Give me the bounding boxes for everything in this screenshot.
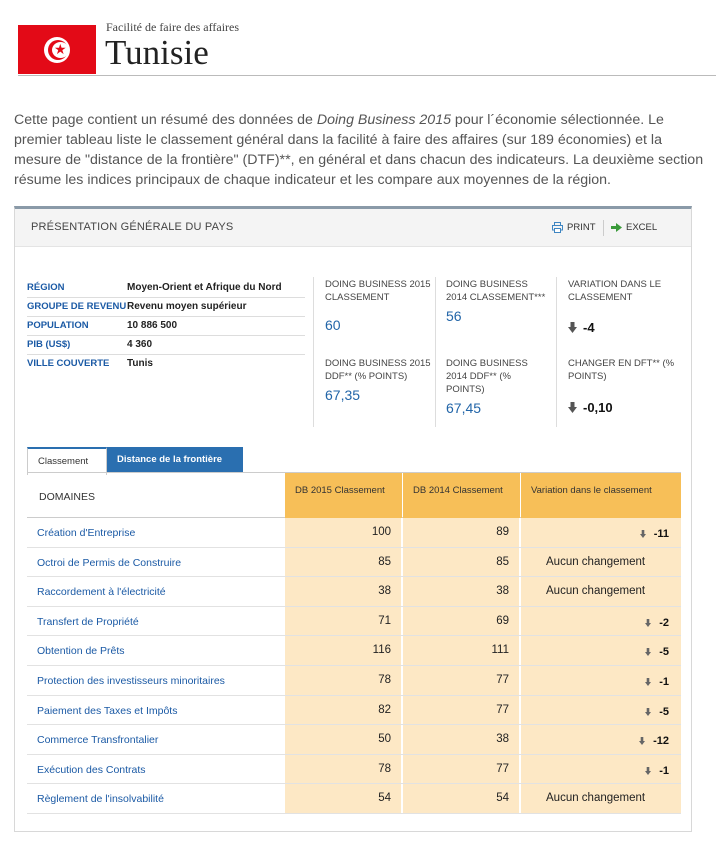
rank-change-value	[640, 528, 669, 540]
db2014-cell	[403, 666, 520, 695]
info-value: Moyen-Orient et Afrique du Nord	[127, 282, 282, 293]
change-cell	[521, 636, 681, 665]
page-title: Tunisie	[105, 33, 209, 72]
print-label: PRINT	[567, 222, 596, 233]
rank-change-text: -11	[653, 528, 669, 540]
db2015-rank: 78	[378, 673, 391, 686]
info-row-income-group	[27, 298, 305, 317]
db2015-rank: 38	[378, 585, 391, 598]
change-cell	[521, 755, 681, 784]
page-subtitle: Facilité de faire des affaires	[106, 20, 240, 34]
stats-divider	[313, 277, 314, 427]
col-header-domains: DOMAINES	[39, 491, 96, 503]
arrow-down-icon	[645, 678, 651, 686]
info-value: 4 360	[127, 339, 153, 350]
table-row	[27, 784, 681, 814]
stat-value: 67,35	[325, 387, 361, 403]
info-row-population	[27, 317, 305, 336]
stat-label: DOING BUSINESS 2014 CLASSEMENT***	[446, 279, 546, 303]
domain-link[interactable]: Protection des investisseurs minoritaires	[37, 674, 225, 687]
info-key: RÉGION	[27, 282, 65, 293]
tab-classement[interactable]: Classement	[27, 447, 107, 475]
rank-change-text: -12	[653, 735, 669, 748]
db2014-rank: 77	[496, 673, 509, 686]
db2015-rank: 85	[378, 555, 391, 568]
stat-value: -4	[583, 320, 595, 335]
arrow-down-icon	[568, 322, 577, 333]
db2015-rank: 82	[378, 703, 391, 716]
excel-button[interactable]	[611, 222, 657, 233]
db2014-cell	[403, 755, 520, 784]
intro-emphasis: Doing Business 2015	[316, 112, 451, 128]
stat-db2014-rank	[446, 278, 546, 324]
change-cell	[521, 548, 681, 577]
db2014-rank: 111	[491, 644, 509, 657]
stat-value: -0,10	[583, 400, 613, 415]
info-key: POPULATION	[27, 320, 89, 331]
db2015-rank: 71	[378, 614, 391, 627]
stat-value: 56	[446, 308, 462, 324]
db2014-rank: 77	[496, 703, 509, 716]
domain-link[interactable]: Transfert de Propriété	[37, 615, 139, 628]
excel-label: EXCEL	[626, 222, 658, 233]
domain-link[interactable]: Règlement de l'insolvabilité	[37, 793, 164, 806]
db2015-cell	[285, 577, 402, 606]
db2014-rank: 77	[496, 762, 509, 775]
domain-link[interactable]: Création d'Entreprise	[37, 527, 136, 539]
db2015-rank: 100	[371, 526, 391, 538]
panel-header	[15, 209, 691, 247]
country-info-table	[27, 279, 305, 373]
domain-link[interactable]: Raccordement à l'électricité	[37, 586, 166, 599]
page-header	[18, 14, 716, 76]
rank-change-text: Aucun changement	[546, 792, 646, 805]
print-button[interactable]	[552, 222, 596, 233]
db2014-rank: 38	[496, 585, 509, 598]
rank-change-text: -5	[659, 646, 669, 659]
rank-change-value	[645, 617, 669, 629]
db2014-rank: 54	[496, 792, 509, 805]
db2014-cell	[403, 725, 520, 754]
stat-change	[568, 400, 683, 415]
change-cell	[521, 725, 681, 754]
db2015-cell	[285, 755, 402, 784]
change-cell	[521, 607, 681, 636]
db2015-cell	[285, 607, 402, 636]
print-icon	[552, 222, 563, 233]
stat-label: VARIATION DANS LE CLASSEMENT	[568, 279, 662, 303]
stats-divider	[556, 277, 557, 427]
rank-change-value	[645, 646, 669, 658]
stat-value: 67,45	[446, 400, 482, 416]
db2014-rank: 38	[496, 733, 509, 746]
arrow-down-icon	[645, 648, 651, 656]
table-row	[27, 696, 681, 726]
table-row	[27, 755, 681, 785]
toolbar-divider	[603, 220, 604, 236]
info-row-city	[27, 355, 305, 373]
stat-value: 60	[325, 317, 341, 333]
info-key: PIB (US$)	[27, 339, 71, 350]
db2015-cell	[285, 725, 402, 754]
stat-label: DOING BUSINESS 2014 DDF** (% POINTS)	[446, 358, 528, 395]
panel-title: PRÉSENTATION GÉNÉRALE DU PAYS	[31, 221, 234, 233]
col-header-db2014: DB 2014 Classement	[403, 473, 520, 518]
tab-distance-frontiere[interactable]: Distance de la frontière	[107, 447, 243, 473]
excel-export-icon	[611, 223, 622, 232]
tunisia-flag-icon: ★	[18, 25, 96, 74]
db2014-rank: 89	[496, 526, 509, 538]
arrow-down-icon	[645, 708, 651, 716]
arrow-down-icon	[640, 530, 646, 538]
domain-link[interactable]: Paiement des Taxes et Impôts	[37, 704, 178, 717]
rank-change-text: -5	[659, 705, 669, 718]
db2015-rank: 50	[378, 733, 391, 746]
info-row-region	[27, 279, 305, 298]
db2014-rank: 69	[496, 614, 509, 627]
change-cell	[521, 666, 681, 695]
table-row	[27, 636, 681, 666]
db2014-cell	[403, 577, 520, 606]
domain-link[interactable]: Exécution des Contrats	[37, 763, 146, 776]
intro-paragraph	[14, 110, 704, 190]
stat-rank-change	[568, 278, 683, 335]
arrow-down-icon	[645, 767, 651, 775]
rank-change-value	[645, 706, 669, 718]
rank-change-text: -2	[659, 616, 669, 629]
intro-text-1: Cette page contient un résumé des données de	[14, 112, 317, 128]
rank-change-value	[645, 765, 669, 777]
arrow-down-icon	[568, 402, 577, 413]
stat-label: DOING BUSINESS 2015 DDF** (% POINTS)	[325, 358, 431, 382]
table-body	[27, 518, 681, 814]
info-key: VILLE COUVERTE	[27, 358, 110, 369]
stat-label: DOING BUSINESS 2015 CLASSEMENT	[325, 279, 431, 303]
table-row	[27, 666, 681, 696]
rank-change-value	[645, 676, 669, 688]
info-key: GROUPE DE REVENU	[27, 301, 127, 312]
rank-change-value	[639, 735, 669, 747]
db2015-rank: 54	[378, 792, 391, 805]
country-overview-panel	[14, 206, 692, 832]
col-header-change: Variation dans le classement	[521, 473, 681, 518]
intro-text-2: pour l´économie sélectionnée. Le premier tableau liste le classement général dans la facilité à faire des affaires (sur 189 économies) et la mesure de "distance de la frontière" (DTF)**, en général et dans chacun des indicateurs. La deuxième section résume les indices principaux de chaque indicateur et les compare aux moyennes de la région.	[14, 112, 704, 188]
col-header-db2015: DB 2015 Classement	[285, 473, 402, 518]
table-row	[27, 548, 681, 578]
table-row	[27, 518, 681, 548]
db2015-rank: 78	[378, 762, 391, 775]
db2015-cell	[285, 666, 402, 695]
info-value: Tunis	[127, 358, 153, 369]
db2014-cell	[403, 607, 520, 636]
domain-link[interactable]: Obtention de Prêts	[37, 645, 125, 658]
info-value: Revenu moyen supérieur	[127, 301, 247, 312]
table-row	[27, 577, 681, 607]
db2015-cell	[285, 548, 402, 577]
rank-change-text: Aucun changement	[546, 555, 646, 568]
arrow-down-icon	[645, 619, 651, 627]
stat-db2015-rank	[325, 278, 437, 333]
rank-change-text: Aucun changement	[546, 585, 646, 598]
stat-change	[568, 320, 683, 335]
change-cell	[521, 696, 681, 725]
stat-label: CHANGER EN DFT** (% POINTS)	[568, 358, 675, 382]
change-cell	[521, 784, 681, 813]
change-cell	[521, 577, 681, 606]
domain-link[interactable]: Commerce Transfrontalier	[37, 734, 159, 747]
db2014-rank: 85	[496, 555, 509, 568]
table-row	[27, 607, 681, 637]
stat-db2015-ddf	[325, 357, 437, 403]
ranking-table	[27, 472, 681, 814]
db2014-cell	[403, 696, 520, 725]
db2015-cell	[285, 518, 402, 547]
rank-change-text: -1	[659, 675, 669, 688]
domain-link[interactable]: Octroi de Permis de Construire	[37, 556, 182, 569]
db2015-cell	[285, 696, 402, 725]
db2015-cell	[285, 784, 402, 813]
db2014-cell	[403, 518, 520, 547]
db2014-cell	[403, 784, 520, 813]
db2015-cell	[285, 636, 402, 665]
stat-dft-change	[568, 357, 683, 415]
arrow-down-icon	[639, 737, 645, 745]
table-row	[27, 725, 681, 755]
db2014-cell	[403, 636, 520, 665]
db2015-rank: 116	[372, 644, 391, 657]
info-value: 10 886 500	[127, 320, 178, 331]
table-header	[27, 472, 681, 518]
rank-change-text: -1	[659, 764, 669, 777]
change-cell	[521, 518, 681, 547]
info-row-gdp	[27, 336, 305, 355]
db2014-cell	[403, 548, 520, 577]
stat-db2014-ddf	[446, 357, 546, 416]
